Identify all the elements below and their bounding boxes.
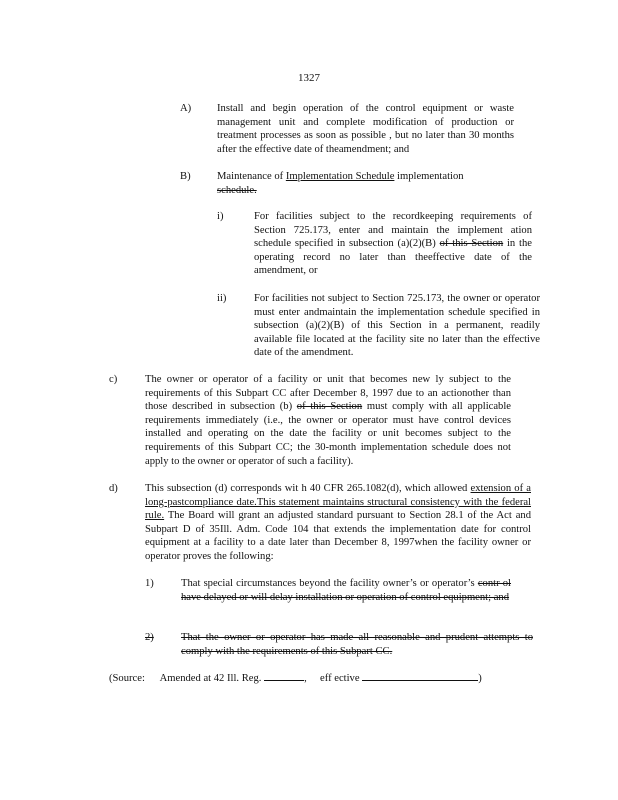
source-effective: eff ective [320, 673, 360, 684]
reg-blank [264, 670, 304, 681]
item-b-label: B) [180, 171, 191, 182]
source-line [109, 670, 482, 686]
item-c-struck: of this Section [296, 401, 363, 413]
item-d-label: d) [109, 483, 118, 494]
item-c-p2: must comply with all applicable requirements immediately (i.e., the owner or operator must have control devices installed and operating on the date the facility or unit becomes subject to the requirements of this Subpart CC; the 30-month implementation schedule does not apply to the owner or operator of such a facility). [145, 401, 511, 467]
item-d-1-struck: contr ol have delayed or will delay installation or operation of control equipment; and [181, 578, 512, 603]
item-b-mid: implementation [394, 171, 464, 182]
item-b-i-text [254, 210, 532, 278]
item-c-p1: The owner or operator of a facility or unit that becomes new ly subject to the requirements of this Subpart CC after December 8, 1997 due to an actionother than those described in subsection (b) [145, 374, 511, 413]
item-d-1-label: 1) [145, 578, 154, 589]
item-c-label: c) [109, 374, 118, 385]
item-b-i-label: i) [217, 211, 224, 222]
source-open: (Source: [109, 673, 145, 684]
item-d-1-text [181, 577, 511, 604]
item-b-lead: Maintenance of [217, 171, 284, 182]
item-d-text [145, 482, 531, 564]
item-b-ii-text: For facilities not subject to Section 725.173, the owner or operator must enter andmaintain the implementation schedule specified in subsection (a)(2)(B) of this Section in a permanent, readily available file located at the facility site no later than the effective date of the amendment. [254, 293, 540, 359]
item-c-text [145, 373, 511, 468]
item-b-i-p1: For facilities subject to the recordkeeping requirements of Section 725.173, enter and maintain the implement ation schedule specified in subsection (a)(2)(B) [254, 211, 532, 250]
item-d-underlined: extension of a long-pastcompliance date.This statement maintains structural consistency with the federal rule. [145, 483, 531, 522]
item-a-text: Install and begin operation of the control equipment or waste management unit and complete modification of production or treatment processes as soon as possible , but no later than 30 months after the effective date of theamendment; and [217, 103, 514, 155]
item-d-1-p1: That special circumstances beyond the facility owner’s or operator’s [181, 578, 478, 589]
item-a-label: A) [180, 103, 192, 114]
source-close: ) [478, 673, 482, 684]
item-b-text [217, 170, 489, 197]
item-b-underlined: Implementation Schedule [285, 171, 395, 182]
item-d-p2: The Board will grant an adjusted standard pursuant to Section 28.1 of the Act and Subpart D of 35Ill. Adm. Code 104 that extends the implementation date for control equipment at a facility to a date later than December 8, 1997when the facility owner or operator proves the following: [145, 510, 531, 562]
item-b-ii-label: ii) [217, 293, 227, 304]
effective-blank [362, 670, 478, 681]
item-b-i-p2: in the operating record no later than theeffective date of the amendment, or [254, 238, 532, 277]
item-b-struck: schedule. [217, 184, 257, 196]
item-d-2-text: That the owner or operator has made all reasonable and prudent attempts to comply with the requirements of this Subpart CC. [181, 632, 533, 657]
source-comma: , [304, 673, 307, 684]
item-d-p1: This subsection (d) corresponds wit h 40 CFR 265.1082(d), which allowed [145, 483, 471, 494]
page-number: 1327 [298, 72, 320, 84]
source-amended: Amended at 42 Ill. Reg. [159, 673, 262, 684]
item-d-2-label: 2) [145, 632, 154, 643]
item-b-i-struck: of this Section [439, 238, 504, 250]
